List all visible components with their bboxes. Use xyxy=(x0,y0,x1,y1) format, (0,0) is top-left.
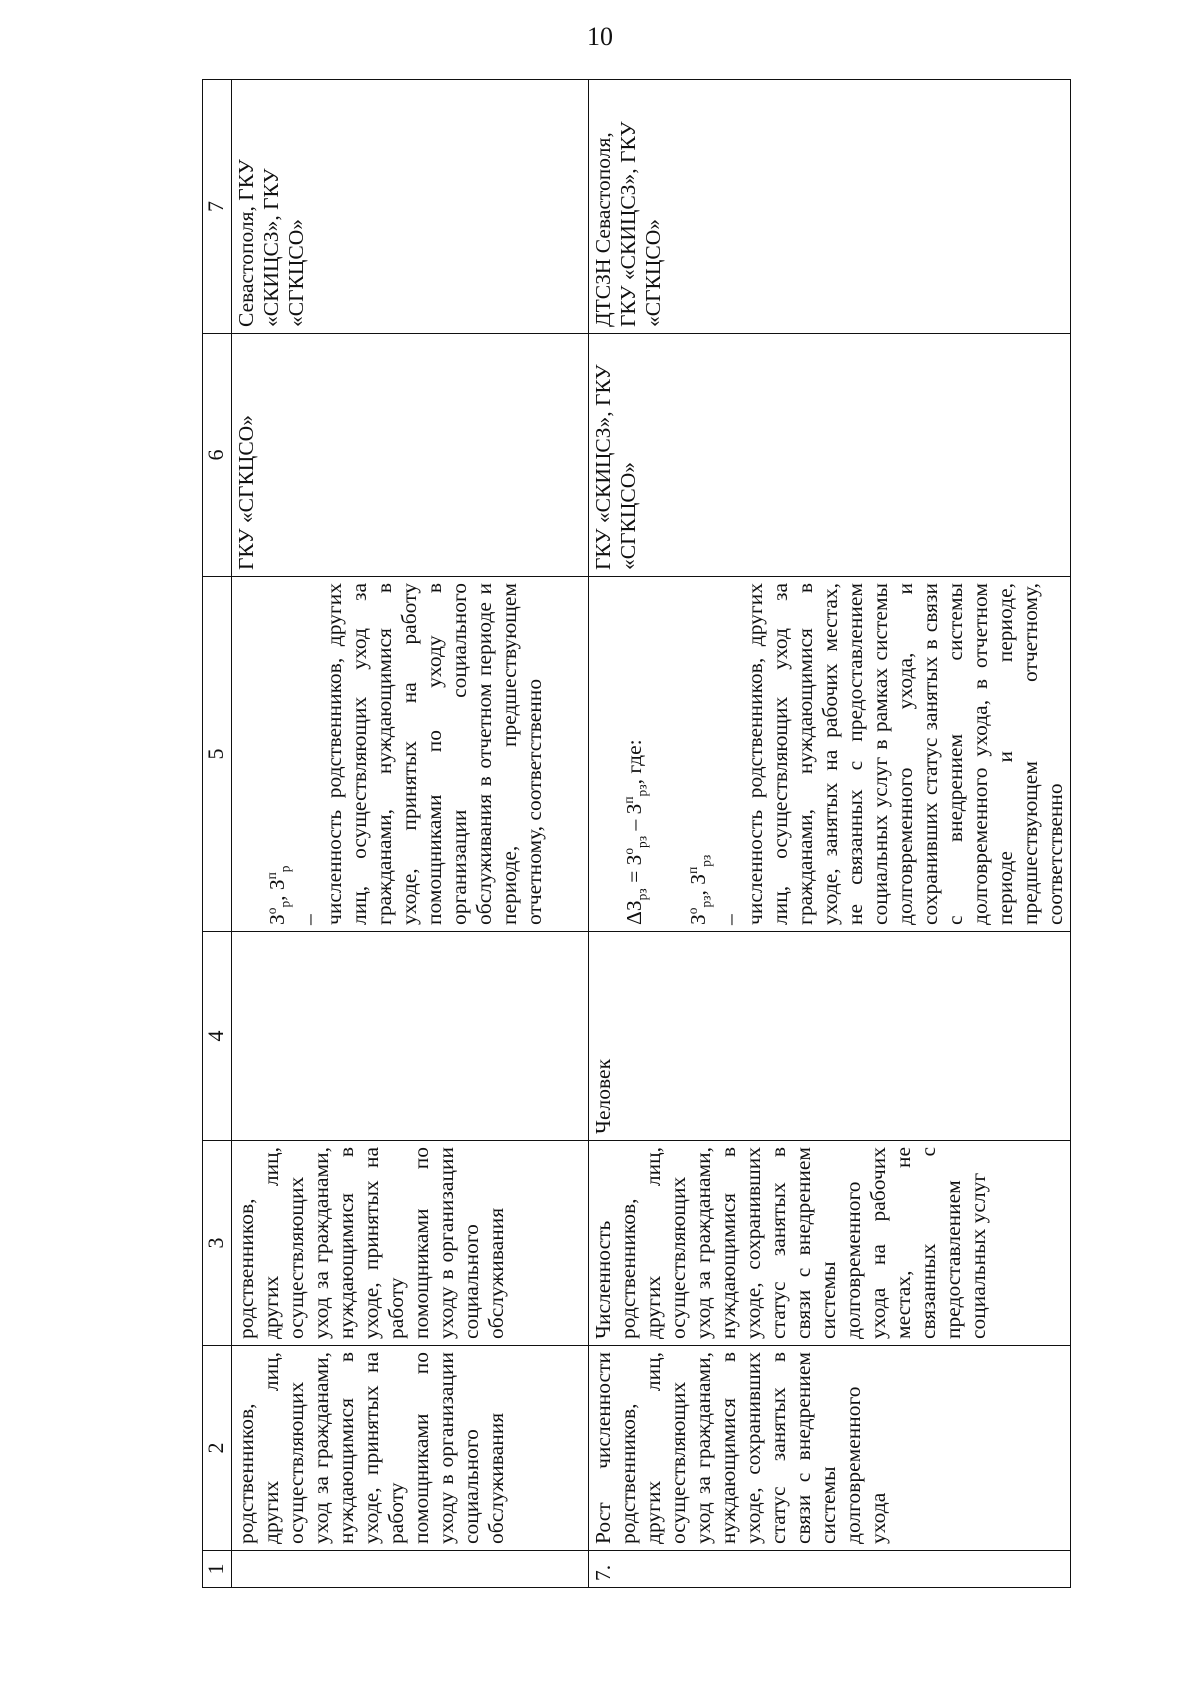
cell-indicator-name: родственников, других лиц, осуществляющих уход за гражданами, нуждающимися в уходе, принятых на работу помощниками по уходу в организации социального обслуживания xyxy=(232,1346,589,1551)
table-row-7 xyxy=(589,80,1071,1588)
cell-data-source: ГКУ «СГКЦСО» xyxy=(232,334,589,577)
header-col-4: 4 xyxy=(203,932,232,1141)
formula-dash: – xyxy=(297,914,322,925)
cell-unit xyxy=(232,932,589,1141)
formula-dash: – xyxy=(717,914,742,925)
cell-unit: Человек xyxy=(589,932,1071,1141)
cell-number: 7. xyxy=(589,1551,1071,1588)
indicators-table xyxy=(202,79,1071,1588)
header-row xyxy=(203,80,232,1588)
header-col-7: 7 xyxy=(203,80,232,334)
cell-data-source: ГКУ «СКИЦСЗ», ГКУ «СГКЦСО» xyxy=(589,334,1071,577)
formula-symbols: $З^о_р$, $З^п_р$ xyxy=(264,865,293,925)
calculation-description: численность родственников, других лиц, осуществляющих уход за гражданами, нуждающимися в уходе, принятых на работу помощниками по уходу в организации социального обслуживания в отчетном периоде и периоде, предшествующем отчетному, соответственно xyxy=(322,583,547,925)
cell-responsible: ДТСЗН Севастополя, ГКУ «СКИЦСЗ», ГКУ «СГКЦСО» xyxy=(589,80,1071,334)
page-number: 10 xyxy=(587,22,613,51)
formula-symbols: $З^о_{рз}$, $З^п_{рз}$ xyxy=(684,854,713,925)
cell-indicator-definition: Численность родственников, других лиц, осуществляющих уход за гражданами, нуждающимися в уходе, сохранивших статус занятых в связи с внедрением системы долговременного ухода на рабочих местах, не связанных с предоставлением социальных услуг xyxy=(589,1141,1071,1346)
formula-line: $\Delta З_{рз} = З^о_{рз} - З^п_{рз}$, где: xyxy=(621,739,650,925)
rotated-table-container xyxy=(202,80,1067,1588)
cell-calculation-method xyxy=(589,577,1071,932)
calculation-description: численность родственников, других лиц, осуществляющих уход за гражданами, нуждающимися в уходе, занятых на рабочих местах, не связанных с предоставлением социальных услуг в рамках системы долговременного ухода, и сохранивших статус занятых в связи с внедрением системы долговременного ухода, в отчетном периоде и периоде, предшествующем отчетному, соответственно xyxy=(742,583,1067,925)
cell-indicator-name: Рост численности родственников, других лиц, осуществляющих уход за гражданами, нуждающимися в уходе, сохранивших статус занятых в связи с внедрением системы долговременного ухода xyxy=(589,1346,1071,1551)
header-col-5: 5 xyxy=(203,577,232,932)
header-col-3: 3 xyxy=(203,1141,232,1346)
header-col-1: 1 xyxy=(203,1551,232,1588)
cell-number xyxy=(232,1551,589,1588)
header-col-6: 6 xyxy=(203,334,232,577)
cell-calculation-method xyxy=(232,577,589,932)
cell-indicator-definition: родственников, других лиц, осуществляющих уход за гражданами, нуждающимися в уходе, принятых на работу помощниками по уходу в организации социального обслуживания xyxy=(232,1141,589,1346)
table-row-continued xyxy=(232,80,589,1588)
header-col-2: 2 xyxy=(203,1346,232,1551)
cell-responsible: Севастополя, ГКУ «СКИЦСЗ», ГКУ «СГКЦСО» xyxy=(232,80,589,334)
